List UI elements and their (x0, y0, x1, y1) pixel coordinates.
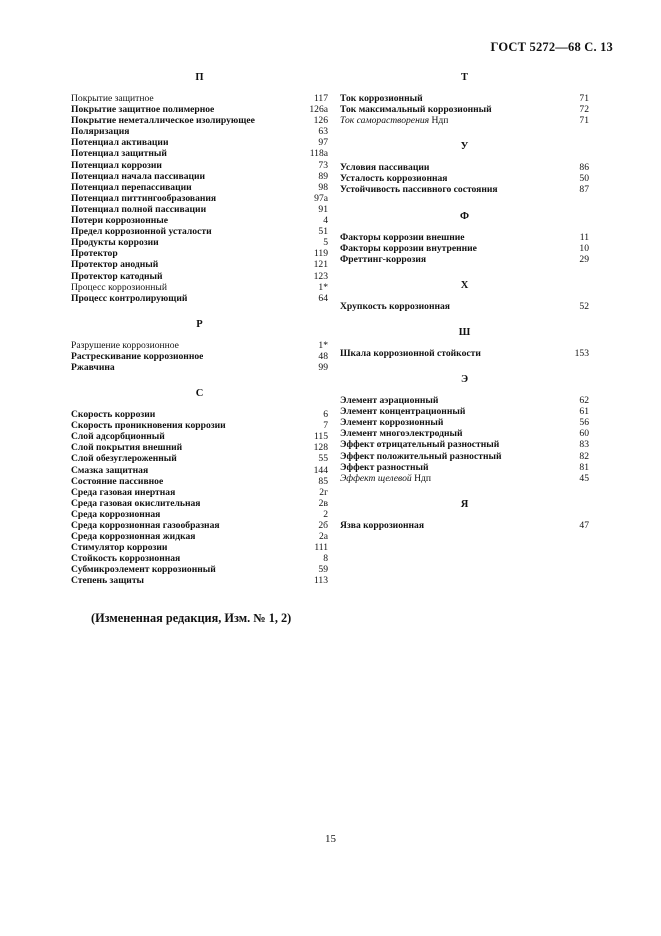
entry-term-text: Шкала коррозионной стойкости (340, 347, 481, 359)
entry-term (71, 126, 129, 137)
entry-reference: 71 (579, 115, 589, 127)
entry-term (71, 248, 118, 259)
section-letter: П (195, 72, 204, 83)
entry-reference: 118а (309, 148, 328, 160)
index-entry (340, 417, 589, 428)
entry-term-text: Фреттинг-коррозия (340, 253, 427, 265)
index-entry (71, 226, 328, 237)
index-section (71, 388, 328, 587)
entry-term-text: Слой покрытия внешний (71, 442, 183, 454)
entry-term (71, 137, 168, 148)
entry-reference: 85 (318, 475, 328, 487)
entry-term (71, 542, 167, 553)
entry-term-text: Ток максимальный коррозионный (340, 104, 492, 116)
index-entry (340, 395, 589, 406)
entry-term (340, 173, 447, 184)
entry-term-text: Ржавчина (71, 361, 115, 373)
entry-term-text: Потенциал защитный (71, 148, 167, 160)
index-section (71, 319, 328, 373)
index-entry (71, 465, 328, 476)
entry-reference: 117 (313, 93, 328, 104)
index-entry (71, 553, 328, 564)
section-letter: Я (460, 498, 469, 510)
index-entry (71, 104, 328, 115)
entry-reference: 62 (579, 395, 589, 407)
entry-reference: 52 (579, 300, 589, 312)
entry-term (71, 93, 154, 104)
entry-term (340, 254, 426, 265)
entry-reference: 82 (579, 450, 589, 462)
section-letter: Т (460, 72, 468, 83)
entry-reference: 6 (323, 409, 328, 421)
entry-reference: 83 (579, 439, 589, 451)
entry-reference: 111 (314, 542, 328, 554)
entry-term-text: Хрупкость коррозионная (340, 300, 450, 312)
index-entry (71, 431, 328, 442)
entry-term (340, 348, 481, 359)
entry-reference: 60 (579, 428, 589, 440)
entry-reference: 1* (318, 281, 328, 293)
entry-term-text: Факторы коррозии внутренние (340, 242, 477, 254)
entry-reference: 10 (579, 242, 589, 254)
entry-term (71, 420, 226, 431)
index-entry (340, 462, 589, 473)
entry-term (340, 417, 443, 428)
index-entry (340, 93, 589, 104)
index-entry (340, 184, 589, 195)
index-entry (71, 498, 328, 509)
index-entry (71, 171, 328, 182)
entry-reference: 126 (313, 115, 328, 127)
entry-reference: 91 (318, 203, 328, 215)
entry-term (340, 520, 424, 531)
entry-reference: 73 (318, 159, 328, 171)
index-entry (71, 259, 328, 270)
entry-term-text: Покрытие защитное (71, 93, 154, 104)
index-entry (340, 173, 589, 184)
index-entry (71, 193, 328, 204)
index-entry (71, 520, 328, 531)
entry-term-text: Растрескивание коррозионное (71, 350, 204, 362)
entry-term-text: Потенциал активации (71, 137, 169, 149)
index-entry (71, 293, 328, 304)
entry-term-text: Элемент многоэлектродный (340, 428, 463, 440)
entry-reference: 86 (579, 162, 589, 174)
index-entry (71, 237, 328, 248)
entry-term-text: Ток коррозионный (340, 93, 423, 104)
entry-term-text: Предел коррозионной усталости (71, 226, 212, 238)
entry-term-text: Субмикроэлемент коррозионный (71, 564, 216, 576)
entry-term (71, 148, 167, 159)
entry-term-text: Стимулятор коррозии (71, 542, 168, 554)
index-entry (340, 254, 589, 265)
entry-term (71, 564, 216, 575)
entry-term (71, 531, 195, 542)
entry-term (71, 204, 206, 215)
entry-term (71, 171, 205, 182)
index-column-right (340, 72, 589, 546)
entry-term (71, 282, 167, 293)
page-number: 15 (325, 833, 336, 845)
entry-term (71, 520, 220, 531)
entry-term-text: Процесс коррозионный (71, 281, 167, 293)
index-entry (340, 115, 589, 126)
entry-term-text: Потенциал полной пассивации (71, 203, 207, 215)
entry-term-text: Скорость коррозии (71, 409, 156, 421)
entry-term-text: Степень защиты (71, 575, 145, 587)
section-letter: Ф (459, 210, 470, 222)
entry-term (340, 473, 431, 484)
entry-reference: 89 (318, 170, 328, 182)
entry-term-text: Эффект щелевой (340, 472, 412, 484)
index-entry (71, 409, 328, 420)
entry-term-text: Протектор анодный (71, 259, 159, 271)
entry-reference: 87 (579, 184, 589, 196)
entry-term (71, 409, 155, 420)
entry-term-text: Потери коррозионные (71, 215, 169, 227)
entry-reference: 97а (314, 192, 328, 204)
entry-term-text: Скорость проникновения коррозии (71, 420, 226, 432)
entry-term (71, 476, 163, 487)
index-entry (71, 509, 328, 520)
entry-reference: 2а (318, 531, 328, 543)
entry-term-text: Потенциал начала пассивации (71, 170, 206, 182)
entry-term (71, 351, 203, 362)
entry-term-text: Устойчивость пассивного состояния (340, 184, 498, 196)
entry-term (340, 451, 502, 462)
section-letter: Ш (458, 326, 471, 338)
entry-reference: 1* (318, 339, 328, 351)
index-entry (71, 531, 328, 542)
entry-reference: 64 (318, 292, 328, 304)
entry-reference: 2б (318, 520, 328, 531)
entry-term-text: Среда коррозионная жидкая (71, 531, 196, 543)
entry-term-text: Потенциал питтингообразования (71, 192, 217, 204)
index-entry (340, 104, 589, 115)
revision-note: (Измененная редакция, Изм. № 1, 2) (91, 611, 292, 625)
index-section (340, 72, 589, 126)
entry-term (71, 182, 192, 193)
entry-term (340, 162, 429, 173)
entry-reference: 61 (579, 406, 589, 418)
entry-reference: 123 (313, 270, 328, 282)
index-entry (71, 182, 328, 193)
index-entry (71, 115, 328, 126)
entry-reference: 2г (319, 486, 328, 498)
section-letter: С (195, 388, 204, 400)
entry-reference: 55 (318, 453, 328, 465)
entry-reference: 48 (318, 350, 328, 362)
entry-term (71, 509, 160, 520)
entry-reference: 2 (323, 508, 328, 520)
index-column-left (71, 72, 328, 602)
index-section (340, 280, 589, 312)
entry-term (71, 259, 158, 270)
entry-term-text: Усталость коррозионная (340, 173, 448, 185)
index-section (340, 211, 589, 265)
entry-term (340, 462, 429, 473)
entry-term (71, 104, 214, 115)
entry-reference: 144 (313, 464, 328, 476)
index-entry (71, 160, 328, 171)
entry-term-text: Элемент коррозионный (340, 417, 444, 429)
entry-reference: 5 (323, 237, 328, 249)
entry-reference: 50 (579, 173, 589, 185)
entry-term-text: Протектор катодный (71, 270, 163, 282)
entry-term-text: Факторы коррозии внешние (340, 231, 465, 243)
index-section (340, 141, 589, 195)
entry-reference: 63 (318, 126, 328, 138)
entry-reference: 128 (313, 442, 328, 454)
entry-term-text: Среда коррозионная (71, 508, 161, 520)
index-entry (71, 148, 328, 159)
entry-reference: 115 (313, 431, 328, 443)
entry-reference: 121 (313, 259, 328, 271)
entry-term (71, 226, 212, 237)
entry-reference: 11 (579, 231, 589, 243)
entry-term-text: Элемент аэрационный (340, 395, 439, 407)
entry-term-text: Протектор (71, 248, 118, 260)
entry-term (71, 465, 148, 476)
entry-term (71, 271, 163, 282)
index-entry (340, 428, 589, 439)
entry-term (71, 115, 255, 126)
entry-reference: 98 (318, 181, 328, 193)
index-entry (340, 162, 589, 173)
entry-term (340, 93, 423, 104)
entry-term-text: Стойкость коррозионная (71, 553, 181, 565)
entry-reference: 59 (318, 564, 328, 576)
index-section (71, 72, 328, 304)
entry-term-text: Разрушение коррозионное (71, 339, 179, 351)
entry-term (71, 431, 165, 442)
entry-reference: 99 (318, 361, 328, 373)
entry-term-text: Среда газовая окислительная (71, 497, 201, 509)
entry-term (71, 553, 180, 564)
entry-reference: 153 (574, 347, 589, 359)
entry-term (340, 301, 450, 312)
entry-term (71, 362, 115, 373)
index-entry (340, 473, 589, 484)
index-entry (71, 442, 328, 453)
section-letter: Э (460, 374, 469, 386)
index-entry (340, 439, 589, 450)
index-entry (71, 487, 328, 498)
entry-term-text: Продукты коррозии (71, 237, 159, 249)
entry-reference: 72 (579, 104, 589, 116)
section-letter: У (460, 141, 469, 153)
index-entry (71, 564, 328, 575)
entry-term-text: Слой адсорбционный (71, 431, 165, 443)
entry-reference: 119 (313, 248, 328, 260)
entry-term (71, 487, 175, 498)
entry-reference: 47 (579, 519, 589, 531)
entry-term (340, 428, 463, 439)
entry-reference: 2в (318, 497, 328, 509)
entry-term-text: Потенциал коррозии (71, 159, 162, 171)
entry-term (340, 104, 492, 115)
entry-term-text: Покрытие защитное полимерное (71, 104, 215, 116)
index-section (340, 374, 589, 484)
index-entry (71, 340, 328, 351)
entry-term (340, 395, 438, 406)
index-entry (71, 271, 328, 282)
entry-term-text: Среда газовая инертная (71, 486, 176, 498)
entry-term-text: Поляризация (71, 126, 130, 138)
index-entry (71, 542, 328, 553)
entry-reference: 113 (313, 575, 328, 587)
index-section (340, 327, 589, 359)
entry-term (71, 193, 216, 204)
section-letter: Х (460, 279, 469, 291)
entry-term (71, 575, 144, 586)
entry-reference: 8 (323, 553, 328, 565)
entry-term (340, 439, 499, 450)
index-entry (71, 351, 328, 362)
entry-reference: 4 (323, 215, 328, 227)
standard-header: ГОСТ 5272—68 С. 13 (490, 40, 613, 54)
entry-term (71, 237, 159, 248)
index-entry (340, 406, 589, 417)
entry-term (71, 453, 177, 464)
entry-term (71, 215, 168, 226)
entry-reference: 97 (318, 137, 328, 149)
entry-term (340, 232, 465, 243)
entry-reference: 71 (579, 93, 589, 104)
entry-term-text: Среда коррозионная газообразная (71, 520, 220, 531)
index-entry (71, 282, 328, 293)
entry-reference: 45 (579, 472, 589, 484)
entry-term-text: Элемент концентрационный (340, 406, 466, 418)
index-entry (71, 420, 328, 431)
index-entry (71, 362, 328, 373)
index-entry (340, 301, 589, 312)
entry-note: Ндп (431, 115, 449, 127)
entry-term (71, 340, 179, 351)
entry-term-text: Смазка защитная (71, 464, 149, 476)
index-entry (340, 348, 589, 359)
entry-term (71, 442, 182, 453)
entry-term (71, 293, 187, 304)
index-entry (340, 520, 589, 531)
entry-term-text: Процесс контролирующий (71, 292, 188, 304)
section-letter: Р (196, 318, 203, 330)
entry-term-text: Язва коррозионная (340, 519, 425, 531)
entry-term-text: Условия пассивации (340, 162, 430, 174)
index-entry (71, 575, 328, 586)
entry-term (340, 243, 477, 254)
entry-term-text: Эффект положительный разностный (340, 450, 502, 462)
entry-term-text: Потенциал перепассивации (71, 181, 192, 193)
entry-term-text: Покрытие неметаллическое изолирующее (71, 115, 255, 127)
entry-reference: 7 (323, 420, 328, 432)
index-section (340, 499, 589, 531)
entry-reference: 126а (309, 104, 328, 116)
entry-term (340, 184, 498, 195)
entry-term-text: Ток саморастворения (340, 115, 430, 127)
entry-note: Ндп (414, 472, 432, 484)
index-entry (71, 204, 328, 215)
index-entry (340, 451, 589, 462)
index-entry (71, 126, 328, 137)
index-entry (71, 453, 328, 464)
entry-reference: 29 (579, 253, 589, 265)
entry-reference: 51 (318, 226, 328, 238)
index-entry (71, 137, 328, 148)
entry-term-text: Эффект отрицательный разностный (340, 439, 500, 451)
index-entry (71, 93, 328, 104)
index-entry (71, 248, 328, 259)
entry-reference: 56 (579, 417, 589, 429)
index-entry (340, 243, 589, 254)
index-entry (71, 476, 328, 487)
index-entry (340, 232, 589, 243)
entry-term (71, 160, 162, 171)
entry-term-text: Слой обезуглероженный (71, 453, 177, 465)
entry-term-text: Состояние пассивное (71, 475, 164, 487)
index-entry (71, 215, 328, 226)
entry-reference: 81 (579, 461, 589, 473)
entry-term-text: Эффект разностный (340, 461, 429, 473)
entry-term (340, 115, 448, 126)
entry-term (71, 498, 200, 509)
entry-term (340, 406, 465, 417)
